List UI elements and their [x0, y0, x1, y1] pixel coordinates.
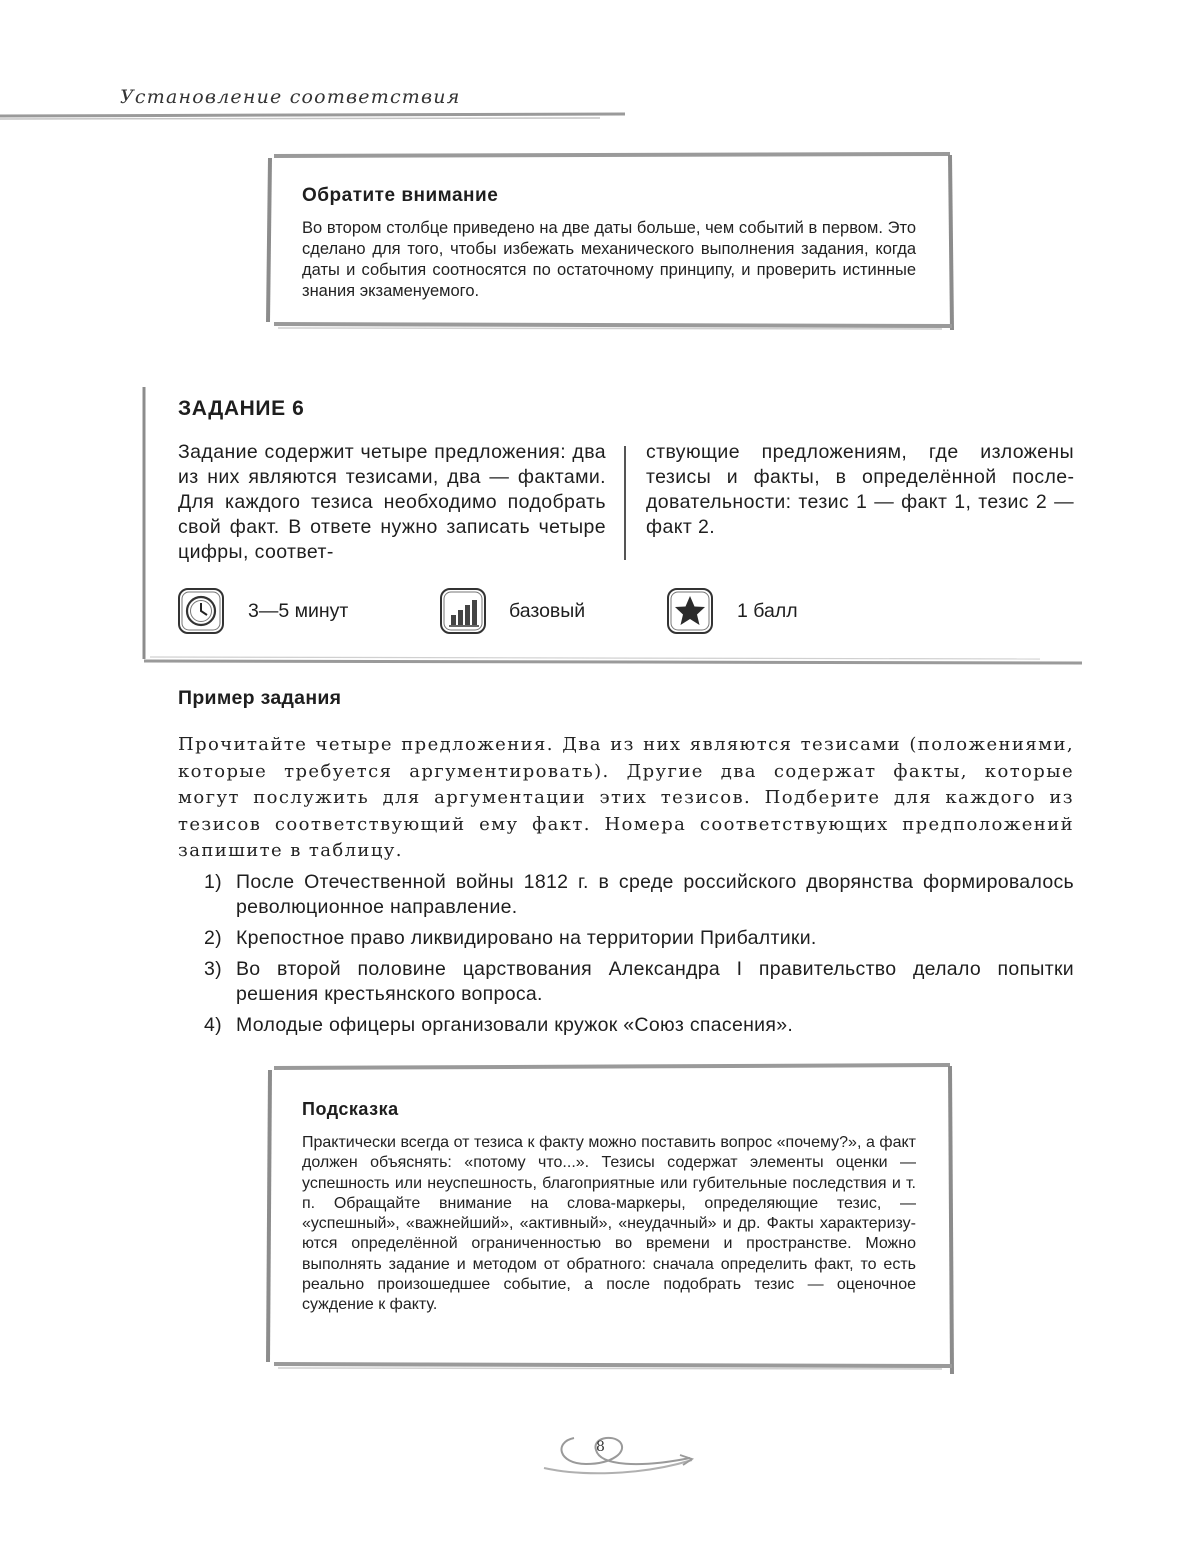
list-item [178, 926, 1074, 951]
sentence-number: 2) [204, 927, 222, 949]
page-number: 8 [596, 1439, 605, 1455]
list-item [178, 957, 1074, 1007]
list-item [178, 870, 1074, 920]
hint-title: Подсказка [302, 1099, 399, 1119]
list-item [178, 1013, 1074, 1038]
example-title: Пример задания [178, 687, 342, 709]
level-label: базовый [509, 600, 586, 622]
hint-text: Практически всегда от тезиса к факту можно поставить вопрос «почему?», а факт должен объяснять: «потому что...». Тезисы содержат элементы оценки — успешность или неуспешность, благоприятные или губительные последствия и т. п. Обращайте внимание на слова-маркеры, определяющие тезис, — «успешный», «важнейший», «активный», «неудачный» и др. Факты характеризуются определённой ограниченностью во времени и пространстве. Можно выполнять задание и методом от обратного: сначала определить факт, то есть реально произошедшее событие, а после подобрать тезис — оценочное суждение к факту. [302, 1134, 916, 1314]
time-label: 3—5 минут [248, 600, 349, 622]
sentence-text: После Отечественной войны 1812 г. в среде российского дворянства формировалось революционное направление. [236, 871, 1074, 918]
sentence-text: Крепостное право ликвидировано на территории Прибалтики. [236, 927, 817, 949]
sentence-text: Во второй половине царствования Александра I правительство делало попытки решения крестьянского вопроса. [236, 958, 1074, 1005]
bar-chart-icon [439, 587, 487, 635]
hint-box [262, 1062, 962, 1380]
score-label: 1 балл [737, 600, 798, 622]
sentence-list [178, 870, 1074, 1044]
swirl-ornament [540, 1430, 700, 1490]
sentence-number: 4) [204, 1014, 222, 1036]
attention-text: Во втором столбце приведено на две даты больше, чем событий в первом. Это сделано для того, чтобы избежать механического выполнения задания, когда даты и события соотносятся по остаточному принципу, и проверить истинные знания экзаменуемого. [302, 219, 916, 300]
page-number-ornament [540, 1430, 700, 1490]
header-underline [0, 110, 625, 124]
attention-title: Обратите внимание [302, 185, 499, 206]
example-instruction: Прочитайте четыре предложения. Два из них являются тезисами (положениями, которые требуется аргументировать). Другие два содержат факты, которые могут послужить для аргументации этих тезисов. Подберите для каждого из тезисов соответствующий ему факт. Номера соответствующих предположений запишите в таблицу. [178, 734, 1074, 861]
clock-icon [177, 587, 225, 635]
sentence-number: 3) [204, 958, 222, 980]
attention-box [262, 150, 962, 335]
sentence-text: Молодые офицеры организовали кружок «Союз спасения». [236, 1014, 794, 1036]
task-title: ЗАДАНИЕ 6 [178, 397, 305, 420]
task-description-col2: ствующие предложениям, где изложены тезисы и факты, в определённой последовательности: тезис 1 — факт 1, тезис 2 — факт 2. [646, 441, 1074, 538]
star-icon [666, 587, 714, 635]
task-description-col1: Задание содержит четыре предложения: два из них являются тезисами, два — фактами. Для каждого тезиса необходимо подобрать свой факт. В ответе нужно записать четыре цифры, соответ- [178, 441, 606, 563]
column-divider [624, 446, 626, 560]
sentence-number: 1) [204, 871, 222, 893]
section-title: Установление соответствия [120, 86, 461, 108]
